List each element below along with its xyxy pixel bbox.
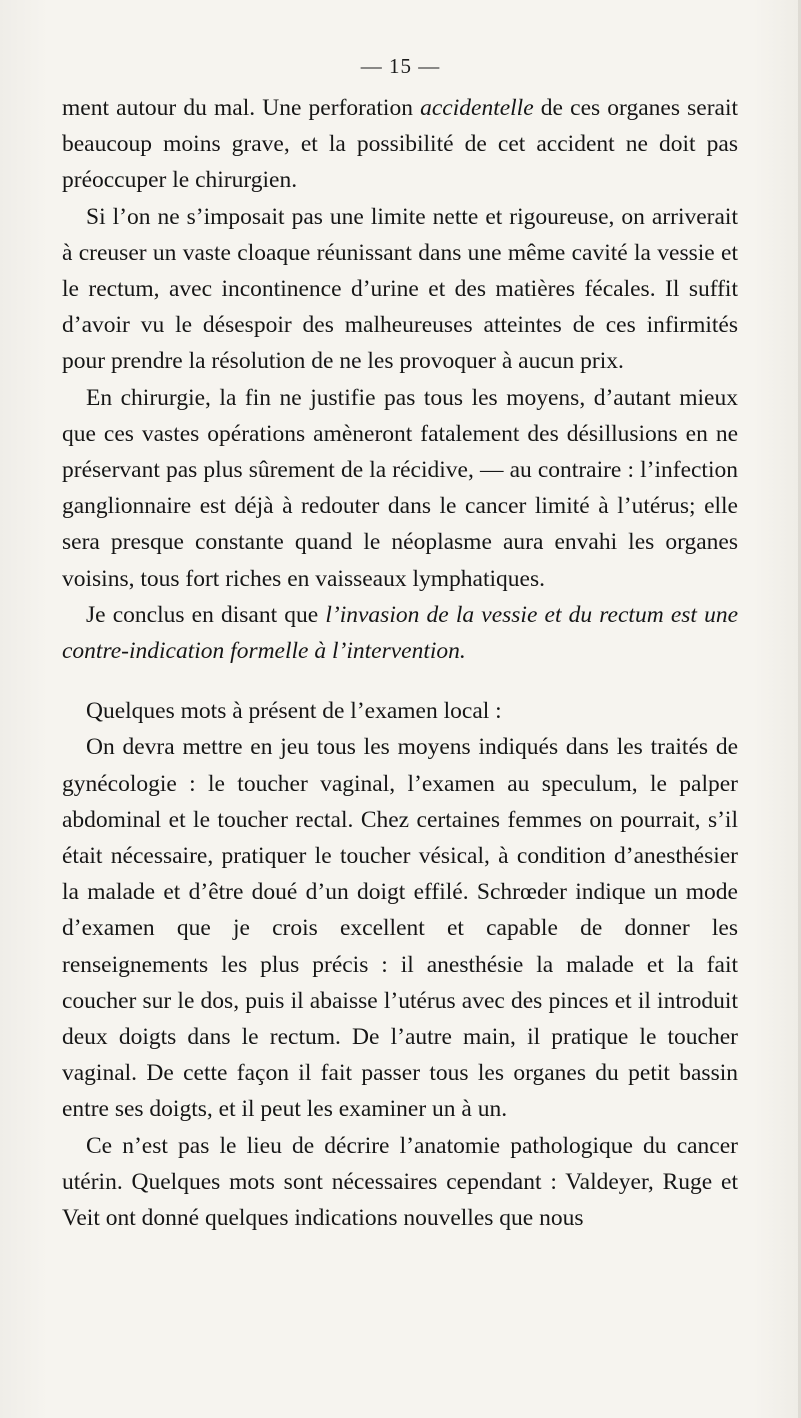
italic-segment: l’invasion de la vessie et du rectum est une contre-indication formelle à l’intervention. [62, 601, 738, 665]
text-segment: Ce n’est pas le lieu de décrire l’anatomie pathologique du cancer utérin. Quelques mots sont nécessaires cependant : Valdeyer, Ruge et Veit ont donné quelques indications nouvelles que nous [62, 1132, 738, 1232]
text-segment: Si l’on ne s’imposait pas une limite nette et rigoureuse, on arriverait à creuser un vaste cloaque réunissant dans une même cavité la vessie et le rectum, avec incontinence d’urine et des matières fécales. Il suffit d’avoir vu le désespoir des malheureuses atteintes de ces infirmités pour prendre la résolution de ne les provoquer à aucun prix. [62, 203, 738, 375]
paragraph-7 [62, 1128, 738, 1237]
italic-segment: accidentelle [420, 95, 534, 121]
page-number: — 15 — [360, 54, 441, 78]
paragraph-1 [62, 90, 738, 199]
text-segment: On devra mettre en jeu tous les moyens indiqués dans les traités de gynécologie : le toucher vaginal, l’examen au speculum, le palper abdominal et le toucher rectal. Chez certaines femmes on pourrait, s’il était nécessaire, pratiquer le toucher vésical, à condition d’anesthésier la malade et d’être doué d’un doigt effilé. Schrœder indique un mode d’examen que je crois excellent et capable de donner les renseignements les plus précis : il anesthésie la malade et la fait coucher sur le dos, puis il abaisse l’utérus avec des pinces et il introduit deux doigts dans le rectum. De l’autre main, il pratique le toucher vaginal. De cette façon il fait passer tous les organes du petit bassin entre ses doigts, et il peut les examiner un à un. [62, 734, 738, 1123]
paragraph-3 [62, 380, 738, 597]
text-segment: En chirurgie, la fin ne justifie pas tous les moyens, d’autant mieux que ces vastes opérations amèneront fatalement des désillusions en ne préservant pas plus sûrement de la récidive, — au contraire : l’infection ganglionnaire est déjà à redouter dans le cancer limité à l’utérus; elle sera presque constante quand le néoplasme aura envahi les organes voisins, tous fort riches en vaisseaux lymphatiques. [62, 384, 738, 592]
paragraph-5 [62, 693, 738, 729]
paragraph-2 [62, 199, 738, 380]
text-segment: Je conclus en disant que [86, 601, 326, 628]
text-segment: Quelques mots à présent de l’examen local : [86, 698, 502, 725]
paragraph-4 [62, 597, 738, 669]
body-text [62, 90, 738, 1236]
text-segment: de ces organes serait beaucoup moins grave, et la possibilité de cet accident ne doit pas préoccuper le chirurgien. [62, 95, 739, 194]
paragraph-6 [62, 729, 738, 1127]
text-segment: ment autour du mal. Une perforation [62, 95, 421, 121]
